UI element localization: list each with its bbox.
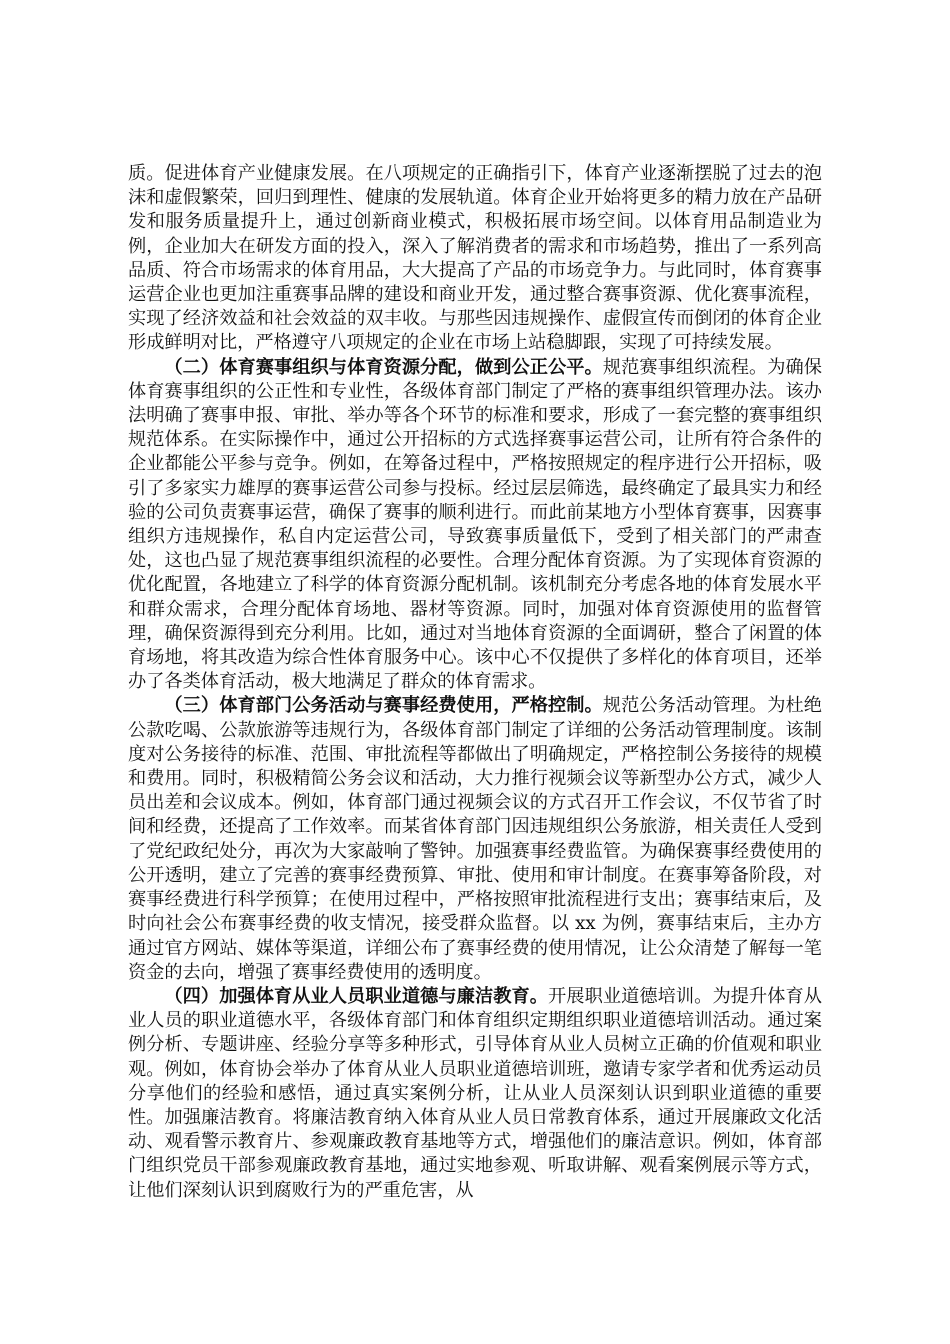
paragraph-section-2 xyxy=(128,356,822,695)
paragraph-text: 质。促进体育产业健康发展。在八项规定的正确指引下，体育产业逐渐摆脱了过去的泡沫和虚假繁荣，回归到理性、健康的发展轨道。体育企业开始将更多的精力放在产品研发和服务质量提升上，通过创新商业模式，积极拓展市场空间。以体育用品制造业为例，企业加大在研发方面的投入，深入了解消费者的需求和市场趋势，推出了一系列高品质、符合市场需求的体育用品，大大提高了产品的市场竞争力。与此同时，体育赛事运营企业也更加注重赛事品牌的建设和商业开发，通过整合赛事资源、优化赛事流程，实现了经济效益和社会效益的双丰收。与那些因违规操作、虚假宣传而倒闭的体育企业形成鲜明对比，严格遵守八项规定的企业在市场上站稳脚跟，实现了可持续发展。 xyxy=(128,163,822,354)
section-heading: （四）加强体育从业人员职业道德与廉洁教育。 xyxy=(164,985,549,1007)
paragraph-section-4 xyxy=(128,985,822,1203)
section-heading: （二）体育赛事组织与体育资源分配，做到公正公平。 xyxy=(164,356,603,378)
document-page xyxy=(128,162,822,1203)
paragraph-section-3 xyxy=(128,694,822,984)
section-heading: （三）体育部门公务活动与赛事经费使用，严格控制。 xyxy=(164,695,603,717)
paragraph-text: 开展职业道德培训。为提升体育从业人员的职业道德水平，各级体育部门和体育组织定期组织职业道德培训活动。通过案例分析、专题讲座、经验分享等多种形式，引导体育从业人员树立正确的价值观和职业观。例如，体育协会举办了体育从业人员职业道德培训班，邀请专家学者和优秀运动员分享他们的经验和感悟，通过真实案例分析，让从业人员深刻认识到职业道德的重要性。加强廉洁教育。将廉洁教育纳入体育从业人员日常教育体系，通过开展廉政文化活动、观看警示教育片、参观廉政教育基地等方式，增强他们的廉洁意识。例如，体育部门组织党员干部参观廉政教育基地，通过实地参观、听取讲解、观看案例展示等方式，让他们深刻认识到腐败行为的严重危害，从 xyxy=(128,985,822,1201)
paragraph-text: 规范公务活动管理。为杜绝公款吃喝、公款旅游等违规行为，各级体育部门制定了详细的公务活动管理制度。该制度对公务接待的标准、范围、审批流程等都做出了明确规定，严格控制公务接待的规模和费用。同时，积极精简公务会议和活动，大力推行视频会议等新型办公方式，减少人员出差和会议成本。例如，体育部门通过视频会议的方式召开工作会议，不仅节省了时间和经费，还提高了工作效率。而某省体育部门因违规组织公务旅游，相关责任人受到了党纪政纪处分，再次为大家敲响了警钟。加强赛事经费监管。为确保赛事经费使用的公开透明，建立了完善的赛事经费预算、审批、使用和审计制度。在赛事筹备阶段，对赛事经费进行科学预算；在使用过程中，严格按照审批流程进行支出；赛事结束后，及时向社会公布赛事经费的收支情况，接受群众监督。以 xx 为例，赛事结束后，主办方通过官方网站、媒体等渠道，详细公布了赛事经费的使用情况，让公众清楚了解每一笔资金的去向，增强了赛事经费使用的透明度。 xyxy=(128,695,822,983)
paragraph-text: 规范赛事组织流程。为确保体育赛事组织的公正性和专业性，各级体育部门制定了严格的赛事组织管理办法。该办法明确了赛事申报、审批、举办等各个环节的标准和要求，形成了一套完整的赛事组织规范体系。在实际操作中，通过公开招标的方式选择赛事运营公司，让所有符合条件的企业都能公平参与竞争。例如，在筹备过程中，严格按照规定的程序进行公开招标，吸引了多家实力雄厚的赛事运营公司参与投标。经过层层筛选，最终确定了最具实力和经验的公司负责赛事运营，确保了赛事的顺利进行。而此前某地方小型体育赛事，因赛事组织方违规操作，私自内定运营公司，导致赛事质量低下，受到了相关部门的严肃查处，这也凸显了规范赛事组织流程的必要性。合理分配体育资源。为了实现体育资源的优化配置，各地建立了科学的体育资源分配机制。该机制充分考虑各地的体育发展水平和群众需求，合理分配体育场地、器材等资源。同时，加强对体育资源使用的监督管理，确保资源得到充分利用。比如，通过对当地体育资源的全面调研，整合了闲置的体育场地，将其改造为综合性体育服务中心。该中心不仅提供了多样化的体育项目，还举办了各类体育活动，极大地满足了群众的体育需求。 xyxy=(128,356,822,693)
paragraph-continuation xyxy=(128,162,822,356)
